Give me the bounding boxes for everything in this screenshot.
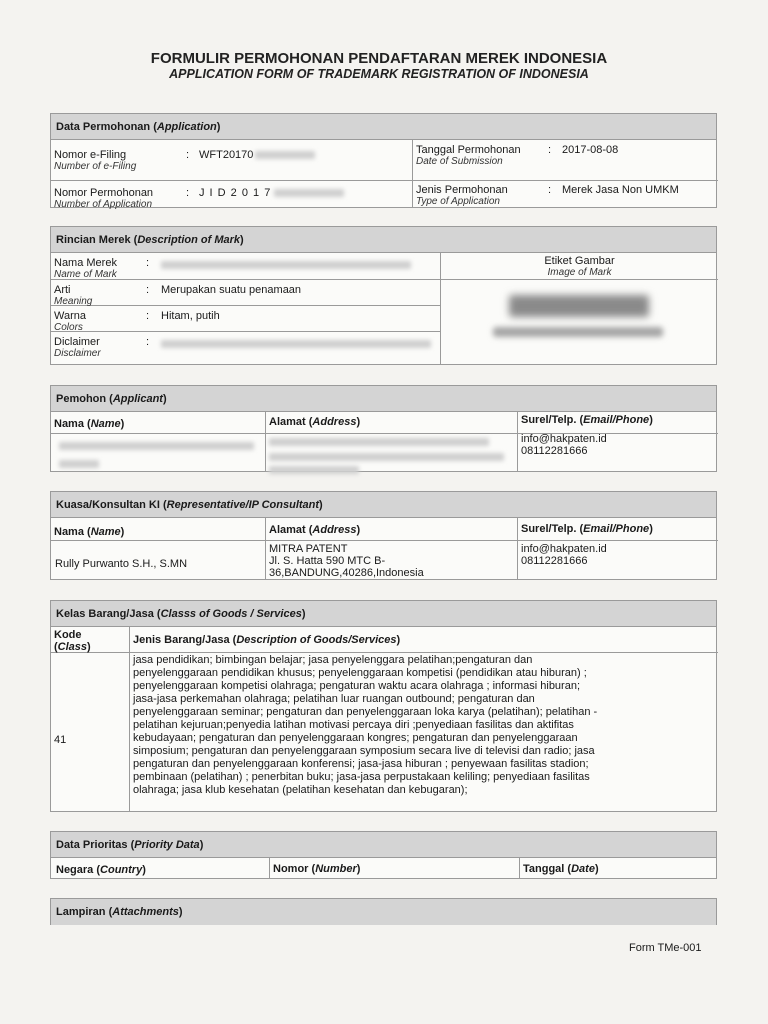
goods-col-description: Jenis Barang/Jasa (Description of Goods/Services) xyxy=(133,634,401,646)
application-number-label: Nomor Permohonan Number of Application xyxy=(54,187,154,210)
priority-col-date: Tanggal (Date) xyxy=(523,863,599,875)
application-header: Data Permohonan (Application) xyxy=(51,114,716,140)
form-title: FORMULIR PERMOHONAN PENDAFTARAN MEREK INDONESIA xyxy=(150,50,608,67)
mark-section: Rincian Merek (Description of Mark) Nama Merek Name of Mark : Arti Meaning : Merupakan suatu penamaan Warna Colors : Hitam, putih Diclaimer Disclaimer : Etiket Gambar Image of Mark xyxy=(50,226,717,365)
representative-col-name: Nama (Name) xyxy=(54,526,125,538)
representative-address: MITRA PATENT Jl. S. Hatta 590 MTC B- 36,BANDUNG,40286,Indonesia xyxy=(269,543,424,579)
application-number-value: J I D 2 0 1 7 xyxy=(199,187,344,199)
priority-col-number: Nomor (Number) xyxy=(273,863,361,875)
application-section: Data Permohonan (Application) Nomor e-Filing Number of e-Filing : WFT20170 Nomor Permohonan Number of Application : J I D 2 0 1 7 Tanggal Permohonan Date of Submission : 2017-08-08 Jenis Permohonan Type of Application : Merek Jasa Non UMKM xyxy=(50,113,717,208)
mark-header: Rincian Merek (Description of Mark) xyxy=(51,227,716,253)
applicant-address xyxy=(269,436,504,474)
applicant-col-name: Nama (Name) xyxy=(54,418,125,430)
attachments-section xyxy=(50,898,717,925)
representative-col-address: Alamat (Address) xyxy=(269,524,361,536)
priority-section xyxy=(50,831,717,879)
applicant-section xyxy=(50,385,717,472)
form-subtitle: APPLICATION FORM OF TRADEMARK REGISTRATION OF INDONESIA xyxy=(169,67,589,81)
applicant-contact: info@hakpaten.id 08112281666 xyxy=(521,433,607,457)
priority-header: Data Prioritas (Priority Data) xyxy=(51,832,716,858)
representative-header: Kuasa/Konsultan KI (Representative/IP Consultant) xyxy=(51,492,716,518)
meaning-label: Arti Meaning xyxy=(54,284,93,307)
representative-col-contact: Surel/Telp. (Email/Phone) xyxy=(521,523,653,535)
efiling-value: WFT20170 xyxy=(199,149,315,161)
mark-name-value xyxy=(161,259,411,271)
type-value: Merek Jasa Non UMKM xyxy=(562,184,679,196)
applicant-col-address: Alamat (Address) xyxy=(269,416,361,428)
goods-col-class: Kode (Class) xyxy=(54,629,91,653)
efiling-label: Nomor e-Filing Number of e-Filing xyxy=(54,149,137,172)
date-value: 2017-08-08 xyxy=(562,144,619,156)
mark-image xyxy=(481,291,681,351)
date-label: Tanggal Permohonan Date of Submission xyxy=(416,144,521,167)
priority-col-country: Negara (Country) xyxy=(56,864,146,876)
colors-label: Warna Colors xyxy=(54,310,86,333)
representative-section xyxy=(50,491,717,580)
representative-name: Rully Purwanto S.H., S.MN xyxy=(55,558,188,570)
mark-name-label: Nama Merek Name of Mark xyxy=(54,257,117,280)
applicant-name xyxy=(59,440,254,468)
disclaimer-label: Diclaimer Disclaimer xyxy=(54,336,101,359)
goods-header: Kelas Barang/Jasa (Classs of Goods / Services) xyxy=(51,601,716,627)
type-label: Jenis Permohonan Type of Application xyxy=(416,184,508,207)
representative-contact: info@hakpaten.id 08112281666 xyxy=(521,543,607,567)
form-code: Form TMe-001 xyxy=(629,942,702,954)
applicant-header: Pemohon (Applicant) xyxy=(51,386,716,412)
colors-value: Hitam, putih xyxy=(161,310,220,322)
meaning-value: Merupakan suatu penamaan xyxy=(161,284,302,296)
attachments-header: Lampiran (Attachments) xyxy=(51,899,716,925)
image-label: Etiket Gambar Image of Mark xyxy=(544,255,615,278)
disclaimer-value xyxy=(161,338,431,350)
applicant-col-contact: Surel/Telp. (Email/Phone) xyxy=(521,414,653,426)
goods-section xyxy=(50,600,717,812)
goods-class-value: 41 xyxy=(54,734,67,746)
goods-description: jasa pendidikan; bimbingan belajar; jasa penyelenggara pelatihan;pengaturan dan penyelenggaraan pendidikan khusus; penyelenggaraan kompetisi (pendidikan atau hiburan) ; penyelenggaraan kompetisi olahraga; pengaturan waktu acara olahraga ; informasi hiburan; jasa-jasa perkemahan olahraga; pelatihan luar ruangan outbound; pengaturan dan penyelenggaraan seminar; pengaturan dan penyelenggaraan loka karya (pelatihan); pelatihan - pelatihan kejuruan;penyedia latihan motivasi percaya diri ;penyediaan fasilitas dan aktifitas kebudayaan; pengaturan dan penyelenggaraan kongres; pengaturan dan penyelenggaraan simposium; pengaturan dan penyelenggaraan symposium secara live di televisi dan radio; jasa pengaturan dan penyelenggaraan konferensi; jasa-jasa hiburan ; penyewaan fasilitas stadion; pembinaan (pelatihan) ; penerbitan buku; jasa-jasa perpustakaan keliling; penyediaan fasilitas olahraga; jasa klub kesehatan (pelatihan kesehatan dan kebugaran); xyxy=(133,654,598,796)
